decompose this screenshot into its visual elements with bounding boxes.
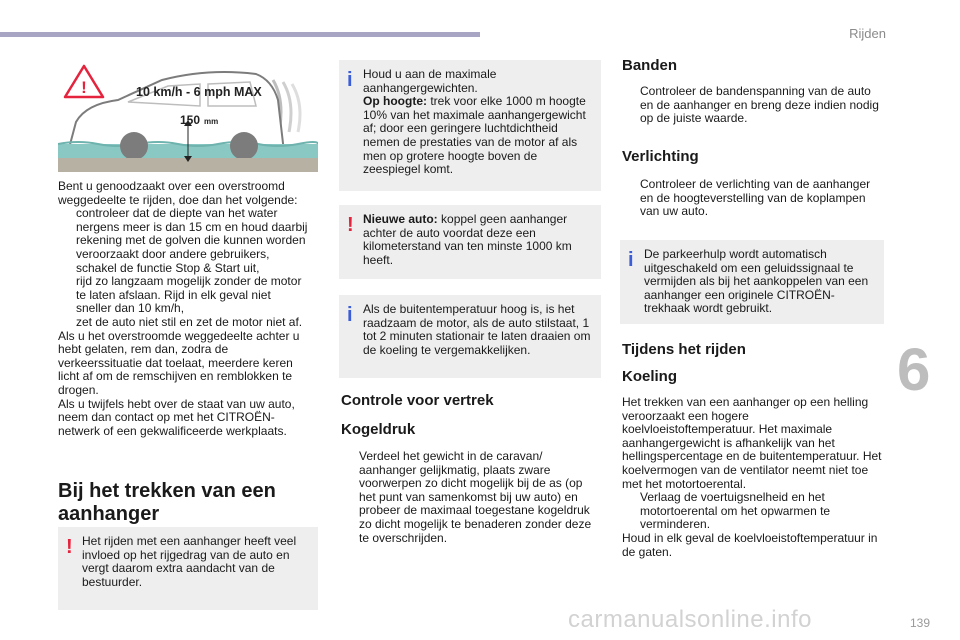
cooling-intro: Het trekken van een aanhanger op een helling veroorzaakt een hogere koelvloeistoftemperatuur. Het maximale aanhangergewicht is afhankelijk van het hellingspercentage en de buitentemperatuur. Het koelvermogen van de ventilator neemt niet toe met het motortoerental. bbox=[622, 395, 882, 491]
flooded-road-illustration bbox=[58, 60, 318, 172]
tyres-text bbox=[622, 85, 884, 126]
list-item: Verdeel het gewicht in de caravan/ aanhanger gelijkmatig, plaats zware voorwerpen zo dicht mogelijk bij de as (op het punt van samenkomst bij uw auto) en probeer de maximaal toegestane kogeldruk zo dicht mogelijk te benaderen zonder deze te overschrijden. bbox=[359, 449, 592, 545]
header-accent-bar bbox=[0, 32, 480, 37]
max-weight-note: Houd u aan de maximale aanhangergewichten. bbox=[363, 67, 497, 95]
chapter-title: Rijden bbox=[849, 26, 886, 41]
list-item: Verlaag de voertuigsnelheid en het motortoerental om het opwarmen te verminderen. bbox=[640, 490, 831, 532]
towing-warning-text: Het rijden met een aanhanger heeft veel invloed op het rijgedrag van de auto en vergt daarom extra aandacht van de bestuurder. bbox=[82, 534, 297, 589]
altitude-label: Op hoogte: bbox=[363, 94, 427, 109]
watermark: carmanualsonline.info bbox=[568, 606, 812, 633]
list-item: zet de auto niet stil en zet de motor niet af. bbox=[76, 314, 303, 329]
list-item: Controleer de bandenspanning van de auto en de aanhanger en breng deze indien nodig op de juiste waarde. bbox=[640, 84, 879, 126]
parking-sensor-info-box bbox=[620, 240, 884, 324]
chapter-number: 6 bbox=[897, 336, 931, 403]
nose-weight-text bbox=[341, 450, 599, 545]
list-item: Controleer de verlichting van de aanhanger en de hoogteverstelling van de koplampen van uw auto. bbox=[640, 177, 871, 219]
section-heading-while-driving: Tijdens het rijden bbox=[622, 341, 746, 358]
info-icon: i bbox=[628, 249, 634, 271]
water-depth-value: 150 bbox=[180, 113, 201, 127]
svg-text:!: ! bbox=[81, 78, 87, 97]
cooling-text bbox=[622, 396, 884, 559]
altitude-info-box bbox=[339, 60, 601, 191]
section-heading-towing: Bij het trekken van een aanhanger bbox=[58, 480, 276, 525]
towing-warning-box bbox=[58, 527, 318, 610]
info-icon: i bbox=[347, 304, 353, 326]
water-depth-unit: mm bbox=[204, 117, 219, 126]
temperature-info-box bbox=[339, 295, 601, 378]
new-car-label: Nieuwe auto: bbox=[363, 212, 438, 226]
list-item: schakel de functie Stop & Start uit, bbox=[76, 260, 260, 275]
info-icon: i bbox=[347, 69, 353, 91]
section-heading-tyres: Banden bbox=[622, 57, 678, 74]
flood-instructions bbox=[58, 180, 308, 438]
flood-outro-brakes: Als u het overstroomde weggedeelte achter u hebt gelaten, rem dan, zodra de verkeerssituatie dat toelaat, meerdere keren licht af om de remschijven en remblokken te drogen. bbox=[58, 328, 300, 397]
new-car-warning-box bbox=[339, 205, 601, 279]
page-number: 139 bbox=[910, 616, 931, 630]
section-heading-departure-check: Controle voor vertrek bbox=[341, 392, 494, 409]
temperature-info-text: Als de buitentemperatuur hoog is, is het raadzaam de motor, als de auto stilstaat, 1 tot 2 minuten stationair te laten draaien om de koeling te vergemakkelijken. bbox=[363, 302, 591, 357]
new-car-text: koppel geen aanhanger achter de auto voordat deze een kilometerstand van ten minste 1000 km heeft. bbox=[363, 212, 572, 267]
subheading-cooling: Koeling bbox=[622, 368, 677, 385]
flood-outro-contact: Als u twijfels hebt over de staat van uw auto, neem dan contact op met het CITROËN-netwerk of een gekwalificeerde werkplaats. bbox=[58, 396, 295, 438]
cooling-outro: Houd in elk geval de koelvloeistoftemperatuur in de gaten. bbox=[622, 530, 878, 559]
lighting-text bbox=[622, 178, 884, 219]
warning-icon: ! bbox=[66, 536, 73, 558]
list-item: rijd zo langzaam mogelijk zonder de motor te laten afslaan. Rijd in elk geval niet sneller dan 10 km/h, bbox=[76, 274, 302, 316]
parking-sensor-info-text: De parkeerhulp wordt automatisch uitgeschakeld om een geluidssignaal te vermijden als bij het aankoppelen van een aanhanger een originele CITROËN-trekhaak wordt gebruikt. bbox=[644, 247, 869, 316]
speed-limit-label: 10 km/h - 6 mph MAX bbox=[136, 85, 262, 99]
list-item: controleer dat de diepte van het water nergens meer is dan 15 cm en houd daarbij rekening met de golven die kunnen worden veroorzaakt door andere gebruikers, bbox=[76, 206, 308, 261]
section-heading-lighting: Verlichting bbox=[622, 148, 699, 165]
altitude-text: trek voor elke 1000 m hoogte 10% van het maximale aanhangergewicht af; door een geringere luchtdichtheid nemen de prestaties van de motor af als men op grotere hoogte boven de zeespiegel komt. bbox=[363, 94, 586, 177]
subheading-nose-weight: Kogeldruk bbox=[341, 421, 416, 438]
flood-intro: Bent u genoodzaakt over een overstroomd weggedeelte te rijden, doe dan het volgende: bbox=[58, 179, 298, 207]
warning-icon: ! bbox=[347, 214, 354, 236]
